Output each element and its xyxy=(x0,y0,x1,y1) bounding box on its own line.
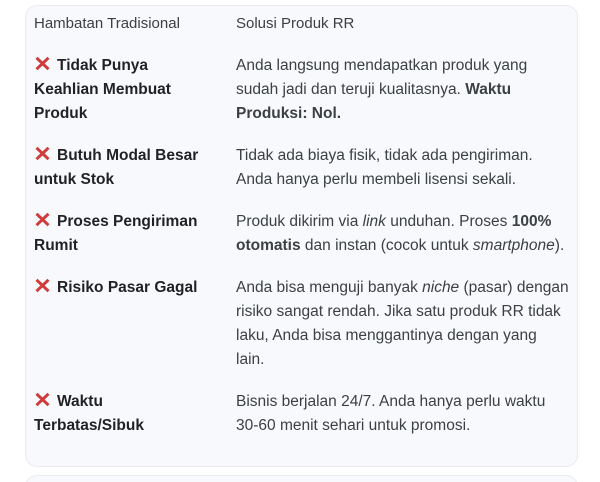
obstacle-cell xyxy=(34,210,204,258)
table-body xyxy=(34,54,569,438)
obstacle-label: Butuh Modal Besar untuk Stok xyxy=(34,147,199,188)
solution-cell xyxy=(236,390,569,438)
solution-text-segment: unduhan. Proses xyxy=(385,213,512,230)
solution-text-segment: ). xyxy=(554,237,565,254)
obstacle-cell xyxy=(34,276,204,372)
table-row xyxy=(34,276,569,372)
solution-text-segment: Waktu Produksi: Nol. xyxy=(236,81,512,122)
obstacle-cell xyxy=(34,390,204,438)
obstacle-label: Risiko Pasar Gagal xyxy=(57,279,198,296)
solution-text-segment: niche xyxy=(422,279,460,296)
table-header-row xyxy=(34,12,569,36)
comparison-table-card xyxy=(25,5,578,467)
table-row xyxy=(34,390,569,438)
solution-text-segment: smartphone xyxy=(472,237,555,254)
cross-mark-icon xyxy=(34,212,51,227)
solution-text-segment: link xyxy=(362,213,386,230)
obstacle-label: Tidak Punya Keahlian Membuat Produk xyxy=(34,57,171,122)
solution-text-segment: (pasar) dengan risiko sangat rendah. Jika satu produk RR tidak laku, Anda bisa menggantinya dengan yang lain. xyxy=(236,279,569,368)
solution-text-segment: Anda bisa menguji banyak xyxy=(236,279,423,296)
obstacle-cell xyxy=(34,144,204,192)
solution-cell xyxy=(236,54,569,126)
cross-mark-icon xyxy=(34,146,51,161)
solution-text-segment: dan instan (cocok untuk xyxy=(300,237,473,254)
obstacle-cell xyxy=(34,54,204,126)
column-header-solution: Solusi Produk RR xyxy=(236,15,355,32)
table-row xyxy=(34,210,569,258)
column-header-obstacle: Hambatan Tradisional xyxy=(34,15,180,32)
solution-text-segment: Tidak ada biaya fisik, tidak ada pengiriman. Anda hanya perlu membeli lisensi sekali. xyxy=(236,147,533,188)
cross-mark-icon xyxy=(34,56,51,71)
table-row xyxy=(34,54,569,126)
obstacle-label: Waktu Terbatas/Sibuk xyxy=(34,393,144,434)
solution-cell xyxy=(236,144,569,192)
solution-text-segment: 100% otomatis xyxy=(236,213,552,254)
next-card-partial xyxy=(25,475,578,482)
cross-mark-icon xyxy=(34,278,51,293)
table-row xyxy=(34,144,569,192)
solution-text-segment: Produk dikirim via xyxy=(236,213,363,230)
solution-cell xyxy=(236,276,569,372)
solution-cell xyxy=(236,210,569,258)
obstacle-label: Proses Pengiriman Rumit xyxy=(34,213,198,254)
solution-text-segment: Bisnis berjalan 24/7. Anda hanya perlu waktu 30-60 menit sehari untuk promosi. xyxy=(236,393,546,434)
solution-text-segment: Anda langsung mendapatkan produk yang sudah jadi dan teruji kualitasnya. xyxy=(236,57,528,98)
cross-mark-icon xyxy=(34,392,51,407)
